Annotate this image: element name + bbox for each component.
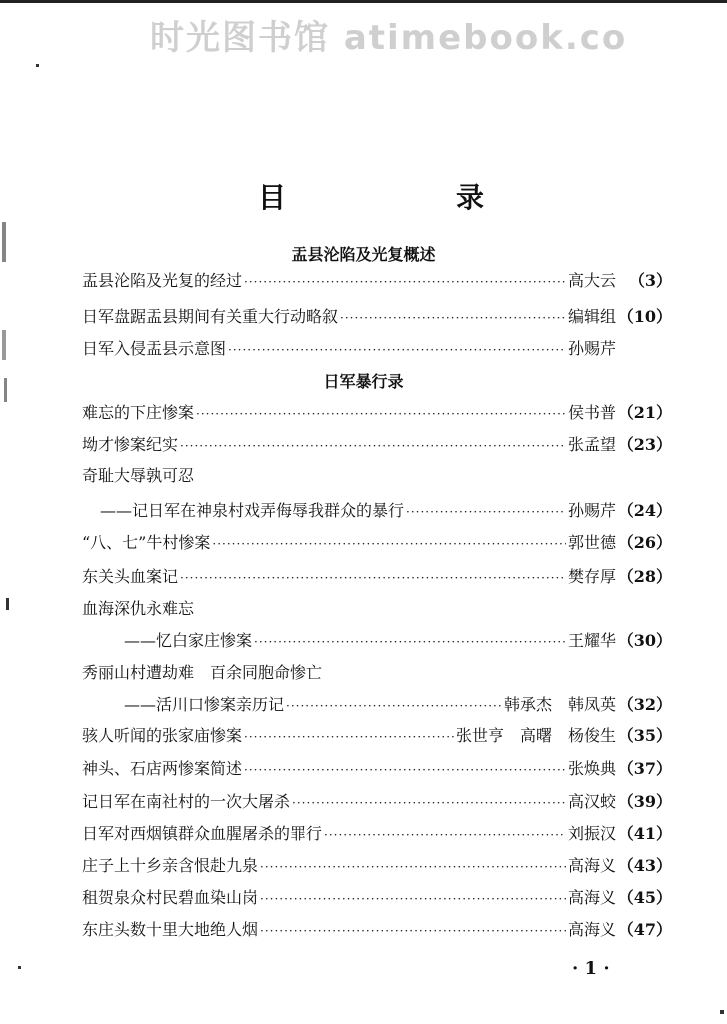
toc-entry xyxy=(82,917,672,945)
entry-author: 侯书普 xyxy=(567,403,616,422)
toc-entry xyxy=(82,596,672,624)
watermark: 时光图书馆 atimebook.co xyxy=(150,18,628,58)
toc-entry xyxy=(82,268,672,296)
page-number: · 1 · xyxy=(572,958,610,979)
toc-entry xyxy=(82,400,672,428)
toc-entry xyxy=(82,530,672,558)
entry-page: （47） xyxy=(617,920,672,939)
entry-author: 张世亨 高曙 杨俊生 xyxy=(455,726,616,745)
toc-entry xyxy=(82,432,672,460)
toc-entry xyxy=(82,885,672,913)
leader-dots xyxy=(292,796,566,810)
scan-speck xyxy=(18,966,21,969)
leader-dots xyxy=(286,699,502,713)
toc-entry xyxy=(100,498,672,526)
toc-entry xyxy=(124,628,672,656)
entry-title: 奇耻大辱孰可忍 xyxy=(82,466,195,485)
entry-author: 孙赐芹 xyxy=(567,339,616,358)
toc-entry xyxy=(82,723,672,751)
entry-page: （39） xyxy=(617,792,672,811)
leader-dots xyxy=(260,860,566,874)
entry-title: 盂县沦陷及光复的经过 xyxy=(82,271,243,290)
entry-title: 租贺泉众村民碧血染山岗 xyxy=(82,888,259,907)
entry-author: 张焕典 xyxy=(567,759,616,778)
entry-author: 王耀华 xyxy=(567,631,616,650)
entry-title: 神头、石店两惨案简述 xyxy=(82,759,243,778)
entry-author: 郭世德 xyxy=(567,533,616,552)
entry-page: （43） xyxy=(617,856,672,875)
entry-author: 刘振汉 xyxy=(567,824,616,843)
leader-dots xyxy=(180,439,566,453)
scan-speck xyxy=(6,598,9,610)
entry-author: 高大云 xyxy=(567,271,616,290)
leader-dots xyxy=(244,730,454,744)
leader-dots xyxy=(324,828,566,842)
entry-title: ——记日军在神泉村戏弄侮辱我群众的暴行 xyxy=(100,501,405,520)
entry-author: 高海义 xyxy=(567,920,616,939)
entry-title: 日军入侵盂县示意图 xyxy=(82,339,227,358)
entry-page: （45） xyxy=(617,888,672,907)
entry-title: 庄子上十乡亲含恨赴九泉 xyxy=(82,856,259,875)
leader-dots xyxy=(340,311,566,325)
entry-title: 秀丽山村遭劫难 百余同胞命惨亡 xyxy=(82,663,323,682)
entry-page: （23） xyxy=(617,435,672,454)
entry-author: 高海义 xyxy=(567,888,616,907)
entry-title: 日军对西烟镇群众血腥屠杀的罪行 xyxy=(82,824,323,843)
entry-title: ——忆白家庄惨案 xyxy=(124,631,253,650)
entry-title: 日军盘踞盂县期间有关重大行动略叙 xyxy=(82,307,339,326)
toc-entry xyxy=(82,336,672,364)
leader-dots xyxy=(260,924,566,938)
entry-page: （30） xyxy=(617,631,672,650)
entry-title: 难忘的下庄惨案 xyxy=(82,403,195,422)
toc-entry xyxy=(82,304,672,332)
leader-dots xyxy=(212,537,566,551)
scan-speck xyxy=(36,64,39,67)
leader-dots xyxy=(254,635,566,649)
entry-page: （37） xyxy=(617,759,672,778)
leader-dots xyxy=(244,763,566,777)
entry-title: ——活川口惨案亲历记 xyxy=(124,695,285,714)
entry-title: 东庄头数十里大地绝人烟 xyxy=(82,920,259,939)
leader-dots xyxy=(180,571,566,585)
entry-title: 东关头血案记 xyxy=(82,567,179,586)
leader-dots xyxy=(196,407,566,421)
top-border-rule xyxy=(0,0,727,3)
section-heading: 日军暴行录 xyxy=(323,372,404,391)
leader-dots xyxy=(228,343,566,357)
leader-dots xyxy=(244,275,566,289)
entry-title: “八、七”牛村惨案 xyxy=(82,533,211,552)
leader-dots xyxy=(260,892,566,906)
toc-entry xyxy=(82,789,672,817)
page-title: 目录 xyxy=(258,181,655,214)
entry-page: （26） xyxy=(617,533,672,552)
entry-page: （28） xyxy=(617,567,672,586)
section-heading: 盂县沦陷及光复概述 xyxy=(291,245,436,264)
entry-author: 韩承杰 韩凤英 xyxy=(503,695,616,714)
entry-title: 坳才惨案纪实 xyxy=(82,435,179,454)
entry-page: （21） xyxy=(617,403,672,422)
entry-author: 编辑组 xyxy=(567,307,616,326)
leader-dots xyxy=(406,505,566,519)
entry-author: 高海义 xyxy=(567,856,616,875)
scan-speck xyxy=(2,330,6,360)
entry-page: （24） xyxy=(617,501,672,520)
entry-page: （35） xyxy=(617,726,672,745)
entry-page: （41） xyxy=(617,824,672,843)
entry-author: 张孟望 xyxy=(567,435,616,454)
entry-page: （3） xyxy=(628,271,672,290)
entry-author: 孙赐芹 xyxy=(567,501,616,520)
entry-title: 血海深仇永难忘 xyxy=(82,599,195,618)
toc-entry xyxy=(82,756,672,784)
entry-page: （10） xyxy=(617,307,672,326)
entry-page: （32） xyxy=(617,695,672,714)
entry-title: 记日军在南社村的一次大屠杀 xyxy=(82,792,291,811)
entry-author: 高汉蛟 xyxy=(567,792,616,811)
entry-title: 骇人听闻的张家庙惨案 xyxy=(82,726,243,745)
toc-entry xyxy=(82,463,672,491)
toc-entry xyxy=(124,692,672,720)
toc-entry xyxy=(82,564,672,592)
scan-speck xyxy=(720,1010,724,1014)
toc-entry xyxy=(82,853,672,881)
toc-entry xyxy=(82,660,672,688)
entry-author: 樊存厚 xyxy=(567,567,616,586)
toc-entry xyxy=(82,821,672,849)
